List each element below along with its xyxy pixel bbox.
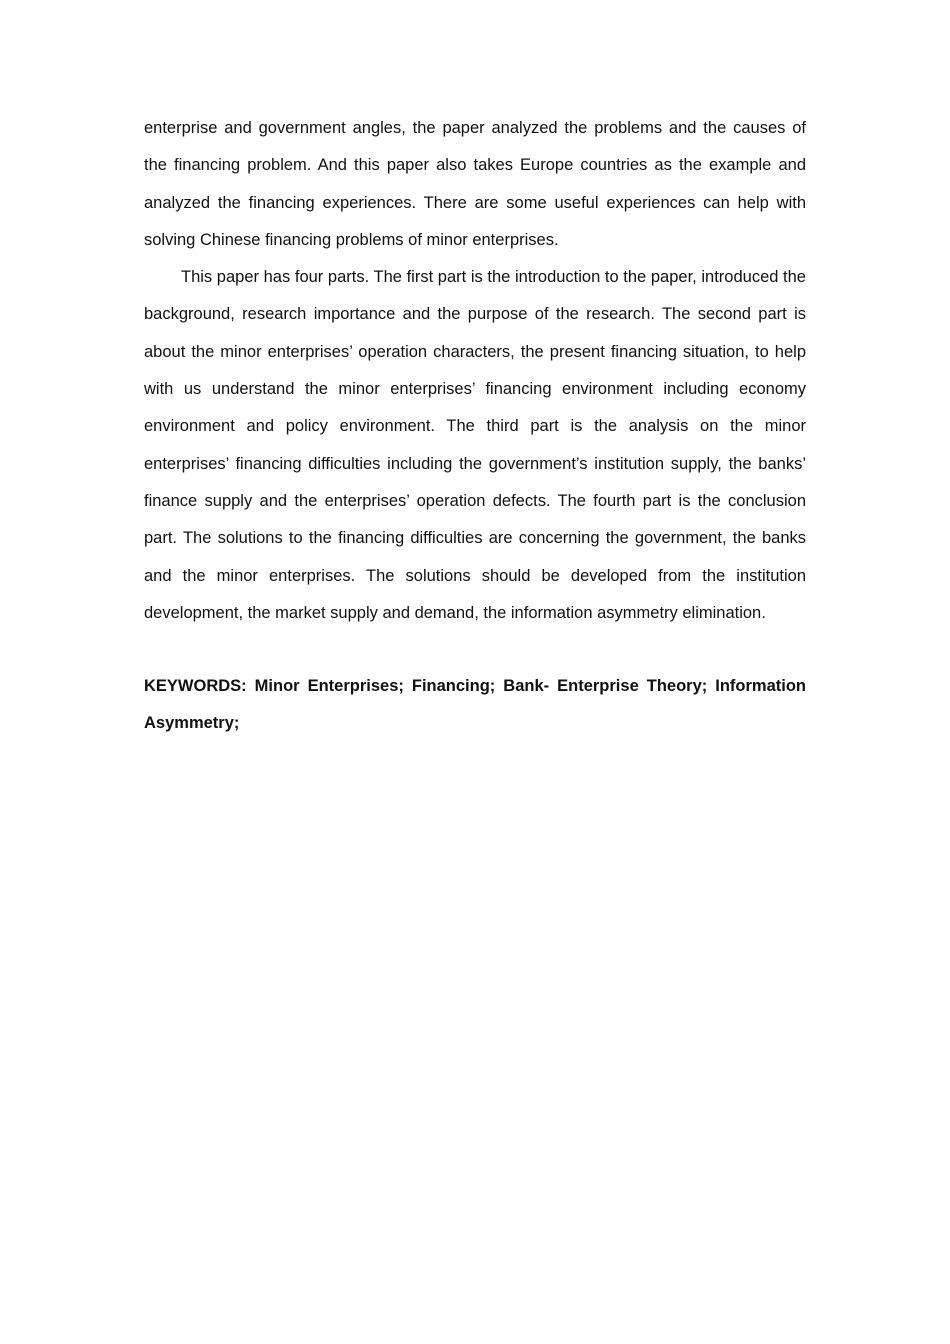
abstract-paragraph-1: enterprise and government angles, the paper analyzed the problems and the causes of the financing problem. And this paper also takes Europe countries as the example and analyzed the financing experiences. There are some useful experiences can help with solving Chinese financing problems of minor enterprises. — [144, 119, 806, 249]
keywords-line: KEYWORDS: Minor Enterprises; Financing; Bank- Enterprise Theory; Information Asymmetry; — [144, 677, 806, 733]
page-body — [144, 110, 806, 743]
abstract-paragraph-2: This paper has four parts. The first part is the introduction to the paper, introduced the background, research importance and the purpose of the research. The second part is about the minor enterprises’ operation characters, the present financing situation, to help with us understand the minor enterprises’ financing environment including economy environment and policy environment. The third part is the analysis on the minor enterprises’ financing difficulties including the government’s institution supply, the banks’ finance supply and the enterprises’ operation defects. The fourth part is the conclusion part. The solutions to the financing difficulties are concerning the government, the banks and the minor enterprises. The solutions should be developed from the institution development, the market supply and demand, the information asymmetry elimination. — [144, 268, 806, 622]
